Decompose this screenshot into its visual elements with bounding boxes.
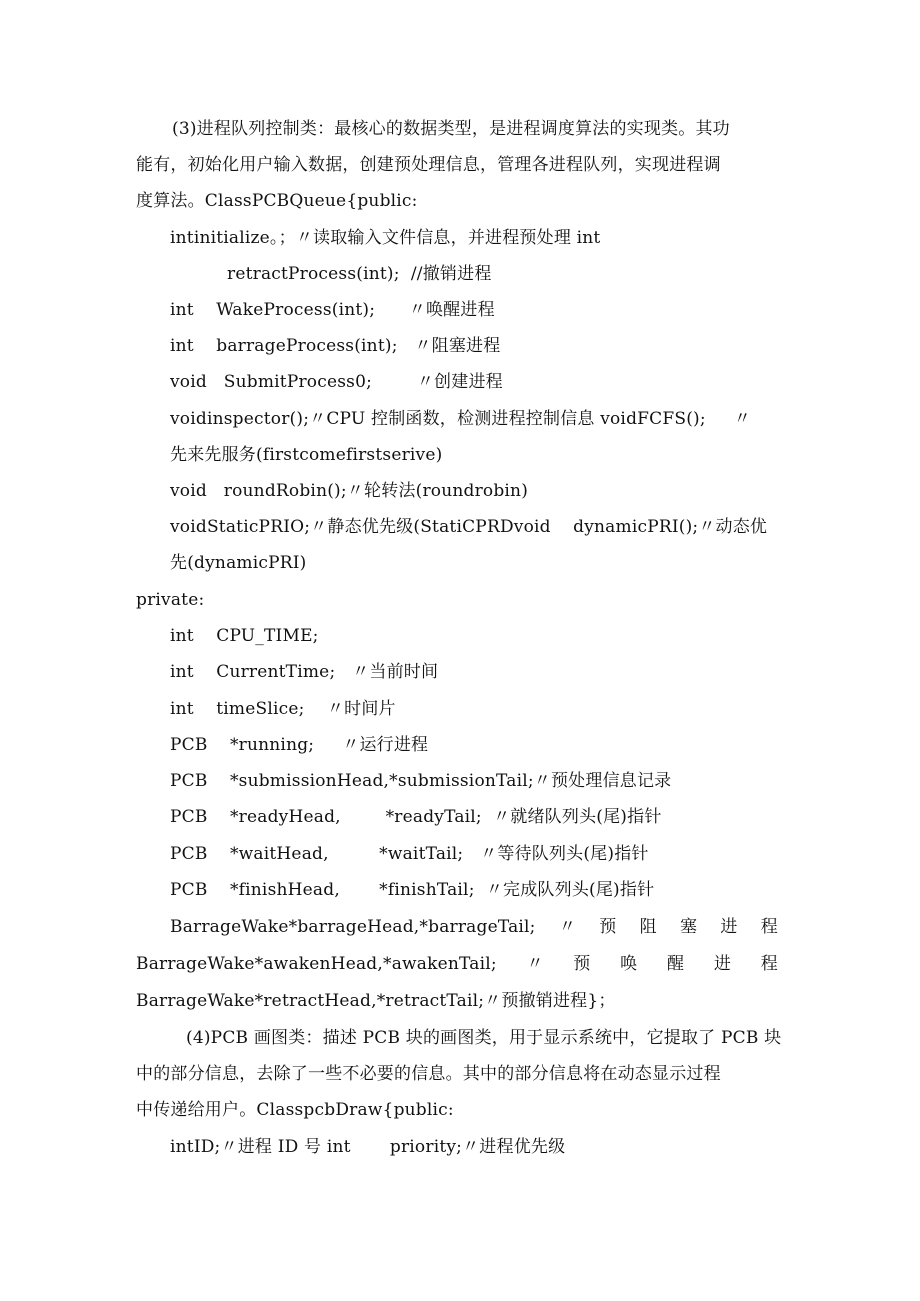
code-line-finish-queue: PCB *finishHead, *finishTail; 〃完成队列头(尾)指针 xyxy=(170,880,655,900)
code-line-pcb-draw-id: intID;〃进程 ID 号 int priority;〃进程优先级 xyxy=(170,1137,566,1157)
barrage-char-1: 预 xyxy=(599,917,617,937)
code-line-retract-process: retractProcess(int); //撤销进程 xyxy=(227,264,492,284)
code-line-ready-queue: PCB *readyHead, *readyTail; 〃就绪队列头(尾)指针 xyxy=(170,807,662,827)
code-line-current-time: int CurrentTime; 〃当前时间 xyxy=(170,662,439,682)
section3-paragraph-line-3: 度算法。ClassPCBQueue{public: xyxy=(136,191,418,211)
barrage-char-3: 塞 xyxy=(679,917,698,937)
code-line-barrage-process: int barrageProcess(int); 〃阻塞进程 xyxy=(170,336,501,356)
code-line-static-prio: voidStaticPRIO;〃静态优先级(StatiCPRDvoid dynamicPRI();〃动态优 xyxy=(170,517,768,537)
awaken-char-3: 醒 xyxy=(667,954,685,974)
barrage-comment-mark: 〃 xyxy=(558,917,577,937)
barrage-code: BarrageWake*barrageHead,*barrageTail; xyxy=(170,917,536,937)
awaken-char-2: 唤 xyxy=(620,954,638,974)
code-line-wait-queue: PCB *waitHead, *waitTail; 〃等待队列头(尾)指针 xyxy=(170,844,649,864)
code-line-submission: PCB *submissionHead,*submissionTail;〃预处理信息记录 xyxy=(170,771,672,791)
code-line-time-slice: int timeSlice; 〃时间片 xyxy=(170,699,396,719)
code-line-submit-process: void SubmitProcess0; 〃创建进程 xyxy=(170,372,503,392)
code-line-wake-process: int WakeProcess(int); 〃唤醒进程 xyxy=(170,300,495,320)
code-line-retract: BarrageWake*retractHead,*retractTail;〃预撤销进程}； xyxy=(136,991,616,1011)
barrage-char-5: 程 xyxy=(760,917,778,937)
code-line-running: PCB *running; 〃运行进程 xyxy=(170,735,429,755)
section4-paragraph-line-2: 中的部分信息，去除了一些不必要的信息。其中的部分信息将在动态显示过程 xyxy=(136,1064,721,1084)
section4-paragraph-line-1: (4)PCB 画图类：描述 PCB 块的画图类，用于显示系统中，它提取了 PCB 块 xyxy=(186,1028,782,1048)
code-line-barrage-wake xyxy=(170,915,778,939)
code-line-round-robin: void roundRobin();〃轮转法(roundrobin) xyxy=(170,481,529,501)
awaken-char-4: 进 xyxy=(713,954,732,974)
section3-paragraph-line-1: (3)进程队列控制类：最核心的数据类型，是进程调度算法的实现类。其功 xyxy=(172,119,730,139)
private-label: private: xyxy=(136,590,205,610)
awaken-code: BarrageWake*awakenHead,*awakenTail; xyxy=(136,954,497,974)
code-line-cpu-time: int CPU_TIME; xyxy=(170,626,319,646)
code-line-awaken xyxy=(136,952,778,976)
barrage-char-2: 阻 xyxy=(639,917,657,937)
code-line-dynamic-pri: 先(dynamicPRI) xyxy=(170,553,307,573)
awaken-char-5: 程 xyxy=(760,954,778,974)
section4-paragraph-line-3: 中传递给用户。ClasspcbDraw{public: xyxy=(136,1100,454,1120)
section3-paragraph-line-2: 能有，初始化用户输入数据，创建预处理信息，管理各进程队列，实现进程调 xyxy=(136,155,721,175)
code-line-fcfs-comment: 先来先服务(firstcomefirstserive) xyxy=(170,445,443,465)
barrage-char-4: 进 xyxy=(720,917,738,937)
awaken-char-1: 预 xyxy=(573,954,591,974)
awaken-comment-mark: 〃 xyxy=(526,954,544,974)
code-line-inspector: voidinspector();〃CPU 控制函数，检测进程控制信息 voidFCFS(); 〃 xyxy=(170,409,752,429)
code-line-initialize: intinitialize。；〃读取输入文件信息，并进程预处理 int xyxy=(170,228,601,248)
